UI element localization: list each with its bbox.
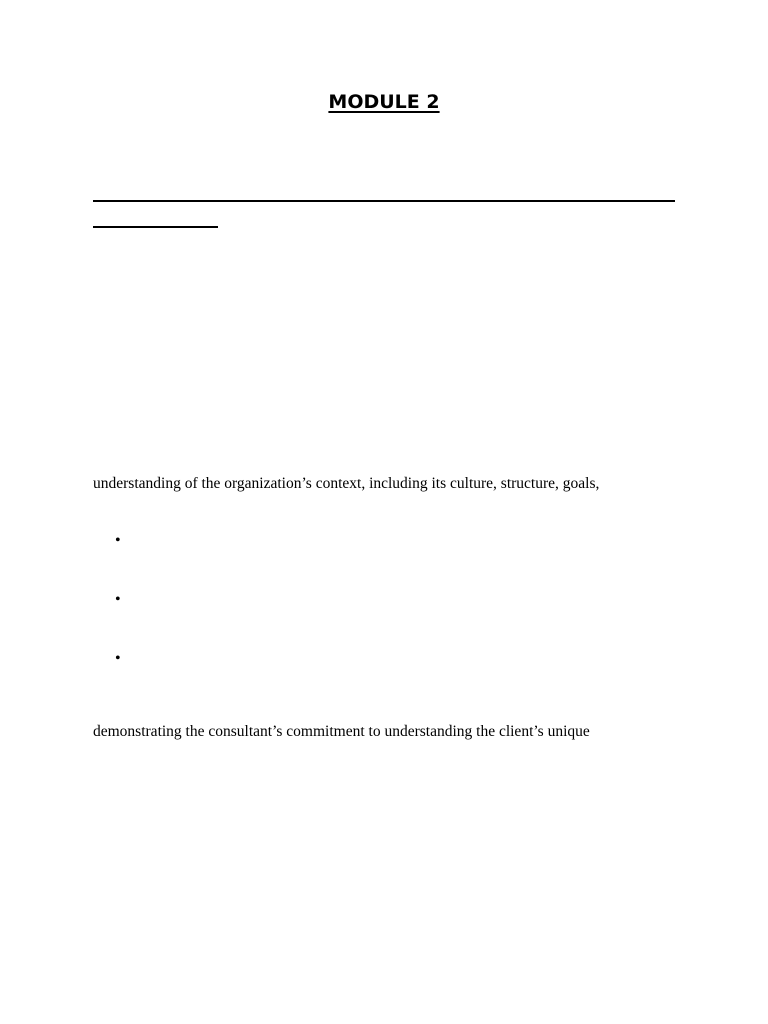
page-title (0, 88, 768, 116)
bullet-point: • (115, 532, 121, 549)
paragraph-line: demonstrating the consultant’s commitment to understanding the client’s unique (93, 723, 590, 740)
underline-rule-long (93, 200, 675, 202)
paragraph-line: understanding of the organization’s context, including its culture, structure, goals, (93, 475, 600, 492)
page-title-text: MODULE 2 (328, 91, 440, 113)
underline-rule-short (93, 226, 218, 228)
bullet-point: • (115, 591, 121, 608)
bullet-point: • (115, 650, 121, 667)
